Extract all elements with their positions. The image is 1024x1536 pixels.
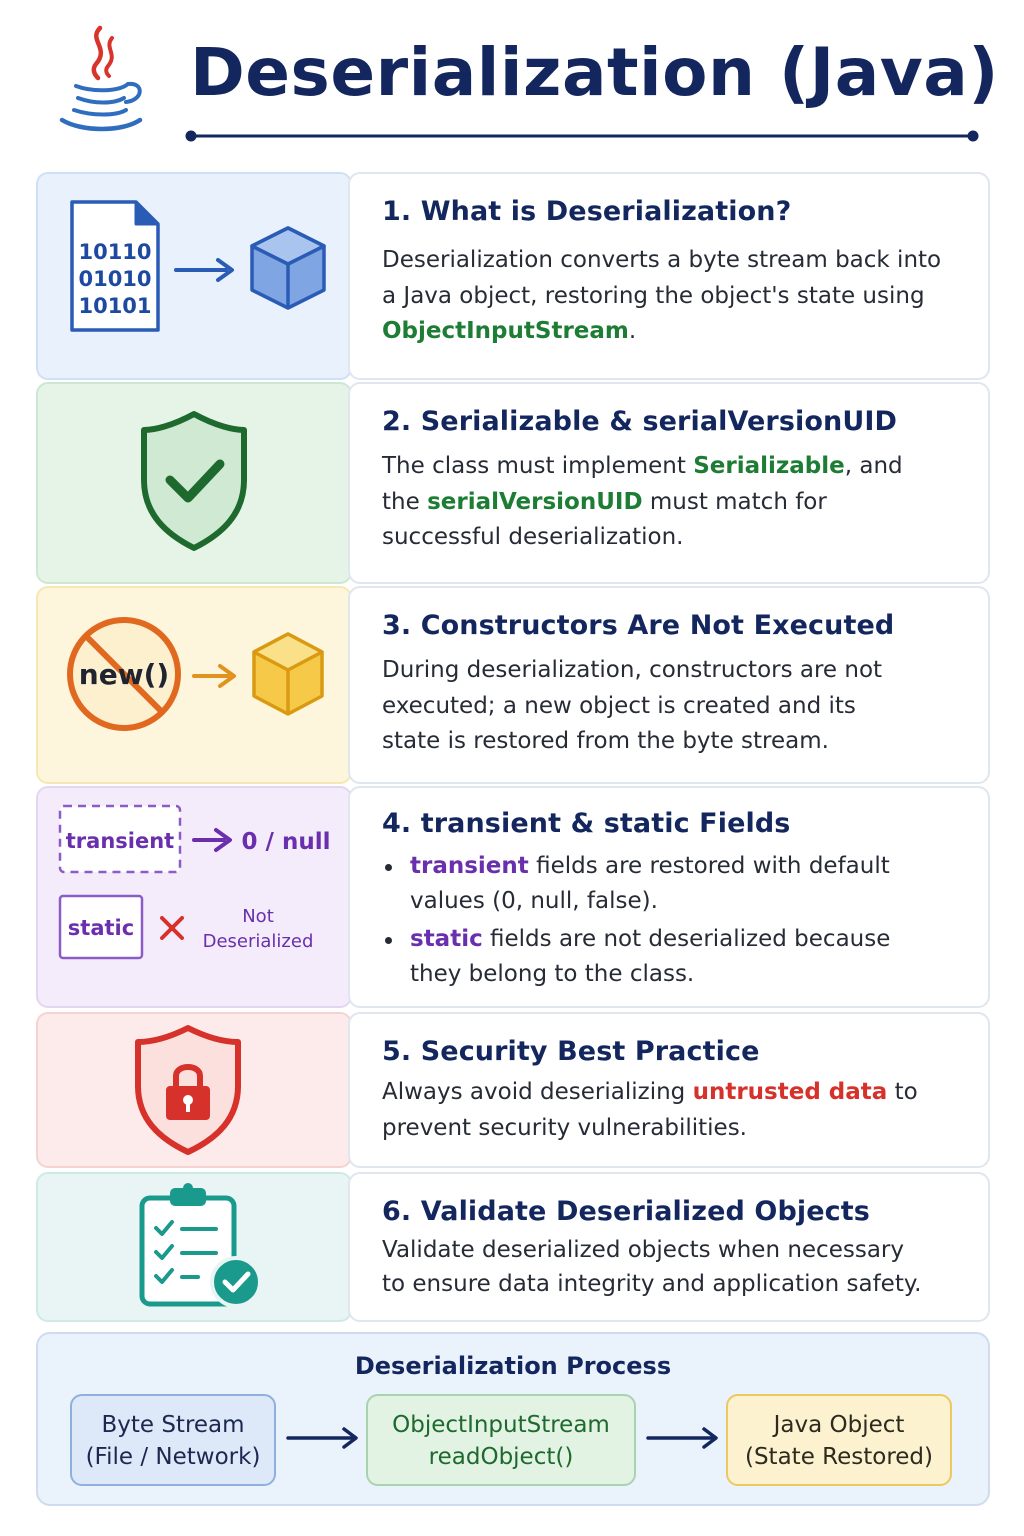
text-line: state is restored from the byte stream. — [382, 728, 829, 754]
text-line: Validate deserialized objects when necessary — [382, 1237, 904, 1263]
text-line: a Java object, restoring the object's state using — [382, 282, 925, 309]
process-step-object-input-stream — [366, 1394, 636, 1486]
text-line: to ensure data integrity and application safety. — [382, 1271, 922, 1297]
card-title: 3. Constructors Are Not Executed — [382, 610, 895, 641]
text-line — [410, 849, 958, 884]
shield-lock-icon — [38, 1014, 354, 1170]
no-constructor-icon — [38, 588, 354, 786]
text-line: successful deserialization. — [382, 524, 684, 550]
card-icon-panel — [36, 382, 352, 584]
card-content — [348, 1012, 990, 1168]
process-step-byte-stream — [70, 1394, 276, 1486]
cross-icon — [162, 918, 182, 938]
card-icon-panel — [36, 1012, 352, 1168]
bits-line-2: 01010 — [78, 267, 152, 291]
text-segment: to — [887, 1079, 918, 1105]
arrow-right-icon — [286, 1426, 360, 1450]
text-segment: The class must implement — [382, 453, 694, 479]
card-content — [348, 786, 990, 1008]
text-segment: fields are not deserialized because — [482, 926, 891, 952]
step-line-1: Byte Stream — [101, 1412, 245, 1438]
page-header — [0, 0, 1024, 160]
card-title: 2. Serializable & serialVersionUID — [382, 406, 898, 437]
new-label: new() — [78, 658, 170, 691]
serializable-highlight: Serializable — [693, 453, 845, 479]
step-line-2: readObject() — [428, 1444, 574, 1470]
step-line-2: (File / Network) — [85, 1444, 261, 1470]
step-line-2: (State Restored) — [744, 1444, 933, 1470]
text-segment: , and — [844, 453, 903, 479]
bullet-static — [382, 922, 958, 992]
default-value-label: 0 / null — [241, 829, 331, 855]
card-icon-panel — [36, 786, 352, 1008]
card-description — [382, 1233, 958, 1301]
bullet-list — [382, 849, 958, 992]
text-line: prevent security vulnerabilities. — [382, 1114, 747, 1141]
process-title: Deserialization Process — [354, 1352, 672, 1380]
card-validate — [36, 1172, 990, 1322]
text-line: values (0, null, false). — [410, 888, 658, 914]
card-transient-static — [36, 786, 990, 1008]
serialversionuid-highlight: serialVersionUID — [427, 488, 643, 515]
card-content — [348, 1172, 990, 1322]
deserialization-process-panel — [36, 1332, 990, 1506]
process-step-java-object — [726, 1394, 952, 1486]
not-label: Not — [242, 906, 274, 927]
card-icon-panel — [36, 1172, 352, 1322]
text-line: Deserialization converts a byte stream back into — [382, 247, 942, 273]
text-line — [382, 449, 958, 485]
clipboard-checklist-icon — [38, 1174, 354, 1324]
text-end: . — [628, 318, 637, 344]
page-title: Deserialization (Java) — [190, 34, 999, 111]
byte-file-to-object-icon — [38, 174, 354, 382]
card-what-is-deserialization — [36, 172, 990, 380]
card-description — [382, 653, 958, 760]
card-title: 1. What is Deserialization? — [382, 196, 792, 227]
bullet-transient — [382, 849, 958, 919]
text-line: they belong to the class. — [410, 961, 695, 987]
static-label: static — [67, 916, 135, 940]
transient-highlight: transient — [410, 853, 529, 879]
card-title: 5. Security Best Practice — [382, 1036, 760, 1067]
static-highlight: static — [410, 926, 483, 952]
step-line-1: ObjectInputStream — [392, 1412, 610, 1438]
transient-label: transient — [65, 829, 175, 853]
java-coffee-cup-icon — [52, 20, 148, 138]
card-constructors — [36, 586, 990, 784]
card-serializable — [36, 382, 990, 584]
text-line — [382, 485, 958, 521]
card-content — [348, 586, 990, 784]
card-description — [382, 449, 958, 556]
text-segment: the — [382, 488, 428, 515]
shield-check-icon — [38, 384, 354, 586]
transient-static-icon — [38, 788, 354, 1010]
bits-line-3: 10101 — [78, 294, 152, 318]
card-title: 4. transient & static Fields — [382, 808, 791, 839]
text-segment: fields are restored with default — [528, 853, 890, 879]
text-line: executed; a new object is created and its — [382, 692, 856, 719]
card-title: 6. Validate Deserialized Objects — [382, 1196, 870, 1227]
text-line — [382, 314, 958, 350]
card-description — [382, 1075, 958, 1146]
untrusted-data-highlight: untrusted data — [692, 1079, 888, 1105]
arrow-right-icon — [646, 1426, 720, 1450]
card-icon-panel — [36, 586, 352, 784]
object-input-stream-highlight: ObjectInputStream — [382, 318, 629, 344]
step-line-1: Java Object — [773, 1412, 905, 1438]
card-content — [348, 172, 990, 380]
text-line — [410, 922, 958, 957]
text-segment: must match for — [642, 488, 827, 515]
title-divider — [184, 129, 980, 143]
text-line: During deserialization, constructors are not — [382, 657, 883, 683]
card-icon-panel — [36, 172, 352, 380]
card-content — [348, 382, 990, 584]
text-line — [382, 1075, 958, 1111]
text-segment: Always avoid deserializing — [382, 1079, 693, 1105]
card-security — [36, 1012, 990, 1168]
deserialized-label: Deserialized — [202, 931, 314, 952]
bits-line-1: 10110 — [78, 240, 152, 264]
card-description — [382, 243, 958, 350]
